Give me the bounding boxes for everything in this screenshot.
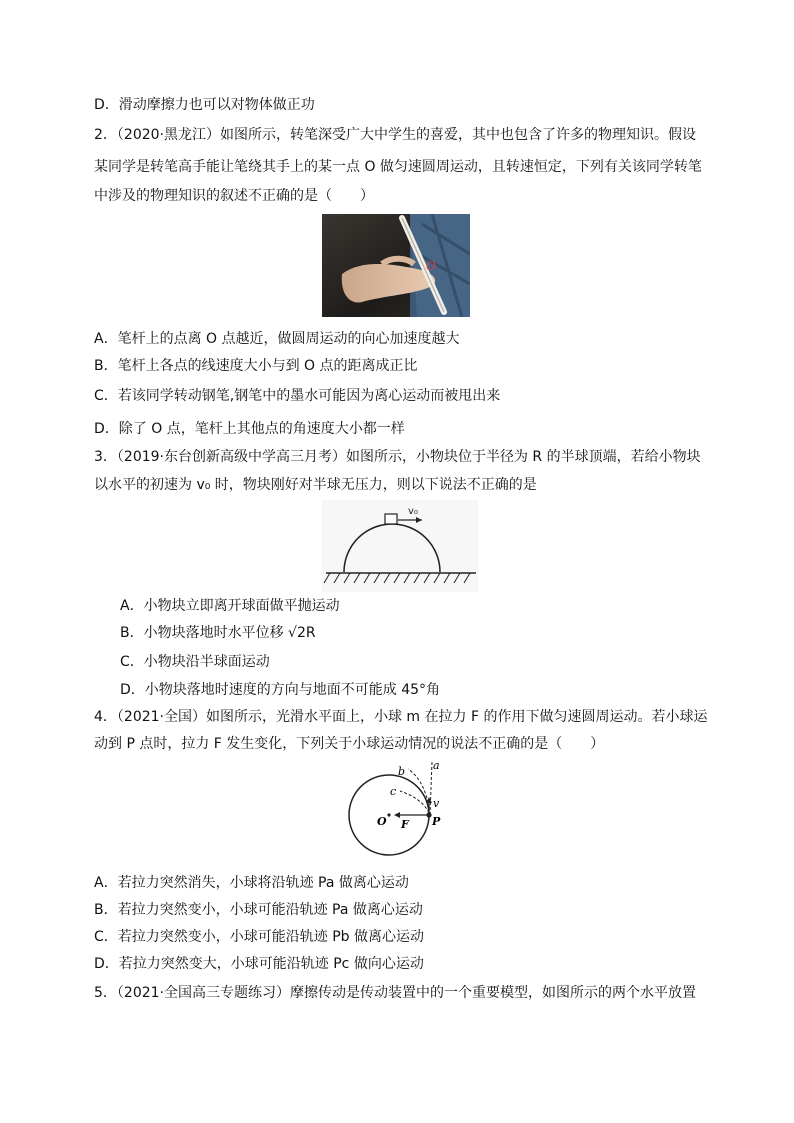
q3-option-a: A．小物块立即离开球面做平抛运动 (120, 598, 340, 614)
q4-option-d: D．若拉力突然变大，小球可能沿轨迹 Pc 做向心运动 (94, 956, 424, 972)
q2-option-b: B．笔杆上各点的线速度大小与到 O 点的距离成正比 (94, 358, 418, 374)
pen-spinning-photo (322, 214, 470, 317)
trajectory-c-label: c (390, 785, 397, 798)
q3-option-b: B．小物块落地时水平位移 √2R (120, 625, 316, 641)
point-p-label: P (432, 815, 441, 828)
q4-option-c: C．若拉力突然变小，小球可能沿轨迹 Pb 做离心运动 (94, 929, 425, 945)
q4-option-a: A．若拉力突然消失，小球将沿轨迹 Pa 做离心运动 (94, 875, 409, 891)
circular-motion-diagram (342, 757, 450, 863)
q4-option-b: B．若拉力突然变小，小球可能沿轨迹 Pa 做离心运动 (94, 902, 423, 918)
trajectory-b-label: b (398, 765, 406, 778)
q2-option-d: D．除了 O 点，笔杆上其他点的角速度大小都一样 (94, 421, 405, 437)
q2-stem-line3: 中涉及的物理知识的叙述不正确的是（ ） (94, 188, 374, 204)
q2-stem-line1: 2．（2020·黑龙江）如图所示，转笔深受广大中学生的喜爱，其中也包含了许多的物理知识。假设 (94, 127, 696, 143)
q3-option-c: C．小物块沿半球面运动 (120, 654, 270, 670)
hemisphere-diagram (322, 500, 478, 592)
q3-stem-line2: 以水平的初速为 v₀ 时，物块刚好对半球无压力，则以下说法不正确的是 (94, 477, 537, 493)
q4-stem-line2: 动到 P 点时，拉力 F 发生变化，下列关于小球运动情况的说法不正确的是（ ） (94, 736, 605, 752)
pen-point-label: O (426, 259, 436, 273)
velocity-label: v₀ (408, 506, 418, 517)
q5-stem-line1: 5．（2021·全国高三专题练习）摩擦传动是传动装置中的一个重要模型，如图所示的两个水平放置 (94, 985, 696, 1001)
center-o-label: O (377, 815, 387, 828)
q2-option-c: C．若该同学转动钢笔,钢笔中的墨水可能因为离心运动而被甩出来 (94, 388, 501, 404)
q3-option-d: D．小物块落地时速度的方向与地面不可能成 45°角 (120, 682, 441, 698)
q2-option-a: A．笔杆上的点离 O 点越近，做圆周运动的向心加速度越大 (94, 331, 460, 347)
q4-stem-line1: 4．（2021·全国）如图所示，光滑水平面上，小球 m 在拉力 F 的作用下做匀速圆周运动。若小球运 (94, 709, 708, 725)
trajectory-a-label: a (433, 759, 440, 772)
velocity-v-label: v (433, 797, 440, 810)
force-f-label: F (401, 818, 409, 831)
q3-stem-line1: 3．（2019·东台创新高级中学高三月考）如图所示，小物块位于半径为 R 的半球顶端，若给小物块 (94, 449, 701, 465)
q2-stem-line2: 某同学是转笔高手能让笔绕其手上的某一点 O 做匀速圆周运动，且转速恒定，下列有关该同学转笔 (94, 159, 702, 175)
q1-option-d: D．滑动摩擦力也可以对物体做正功 (94, 97, 315, 113)
small-block (385, 514, 397, 524)
